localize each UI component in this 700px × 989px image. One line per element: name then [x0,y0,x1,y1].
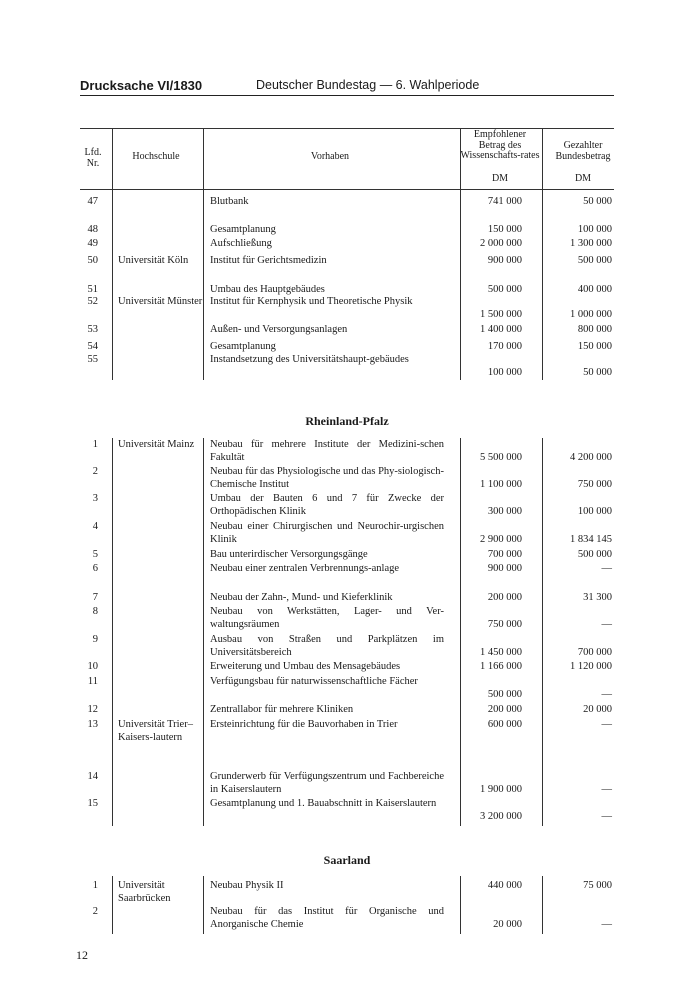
row-number: 49 [87,238,98,249]
gezahlt-value: 4 200 000 [570,451,612,463]
hochschule-cell: Universität Münster [118,296,203,307]
vorhaben-cell: Instandsetzung des Universitätshaupt-gebäudes [210,354,409,365]
gezahlt-value: 20 000 [583,704,612,715]
empfohlen-value: 900 000 [487,563,522,574]
hochschule-cell: Universität Mainz [118,439,195,450]
empfohlen-value: 1 450 000 [480,646,522,658]
col-divider [542,876,543,934]
gezahlt-value: — [601,563,612,574]
page-number: 12 [76,948,88,962]
row-number: 13 [87,719,98,730]
empfohlen-value: 20 000 [493,918,522,930]
row-number: 52 [87,296,98,307]
row-number: 11 [87,676,98,687]
vorhaben-cell: Außen- und Versorgungsanlagen [210,324,348,335]
vorhaben-cell: Bau unterirdischer Versorgungsgänge [210,549,368,560]
gezahlt-value: 400 000 [577,284,612,295]
empfohlen-value: 1 500 000 [480,308,522,320]
row-number: 50 [87,255,98,266]
row-number: 3 [92,493,98,504]
document-source: Deutscher Bundestag — 6. Wahlperiode [256,78,480,92]
vorhaben-cell: Umbau des Hauptgebäudes [210,284,325,295]
section-heading-rheinland-pfalz: Rheinland-Pfalz [305,414,389,428]
empfohlen-value: 741 000 [487,196,522,207]
row-number: 47 [87,196,98,207]
row-number: 15 [87,798,98,809]
col-divider [542,438,543,826]
vorhaben-cell: Neubau Physik II [210,880,284,891]
vorhaben-cell: Neubau von Werkstätten, Lager- und Ver-waltungsräumen [210,606,444,630]
col-divider [460,128,461,380]
vorhaben-cell: Ersteinrichtung für die Bauvorhaben in Trier [210,719,398,730]
hochschule-cell: Universität Saarbrücken [118,880,171,904]
col-divider [112,128,113,380]
vorhaben-cell: Blutbank [210,196,249,207]
vorhaben-cell: Neubau der Zahn-, Mund- und Kieferklinik [210,592,393,603]
col-divider [542,128,543,380]
vorhaben-cell: Aufschließung [210,238,272,249]
row-number: 4 [92,521,98,532]
vorhaben-cell: Neubau für das Institut für Organische und Anorganische Chemie [210,906,444,930]
col-gezahlt-header: Gezahlter Bundesbetrag [555,140,611,162]
col-nr-header: Lfd. Nr. [84,147,102,169]
col-divider [203,876,204,934]
gezahlt-value: 700 000 [577,646,612,658]
empfohlen-value: 170 000 [487,341,522,352]
row-number: 48 [87,224,98,235]
gezahlt-value: — [601,918,612,930]
empfohlen-value: 1 166 000 [480,661,522,672]
gezahlt-value: — [601,688,612,700]
empfohlen-value: 2 900 000 [480,533,522,545]
gezahlt-value: 100 000 [577,505,612,517]
empfohlen-value: 750 000 [487,618,522,630]
gezahlt-value: — [601,810,612,822]
empfohlen-value: 5 500 000 [480,451,522,463]
vorhaben-cell: Neubau für mehrere Institute der Medizini-schen Fakultät [210,439,444,463]
gezahlt-value: 1 300 000 [570,238,612,249]
vorhaben-cell: Neubau für das Physiologische und das Phy-siologisch-Chemische Institut [210,466,444,490]
row-number: 53 [87,324,98,335]
empfohlen-value: 200 000 [487,592,522,603]
hochschule-cell: Universität Köln [118,255,189,266]
col-empfohlen-header: Empfohlener Betrag des Wissenschafts-rates [460,129,540,161]
empfohlen-value: 100 000 [487,366,522,378]
empfohlen-value: 700 000 [487,549,522,560]
gezahlt-value: 500 000 [577,255,612,266]
row-number: 8 [92,606,98,617]
empfohlen-value: 900 000 [487,255,522,266]
empfohlen-value: 500 000 [487,284,522,295]
row-number: 10 [87,661,98,672]
col-empfohlen-unit: DM [491,173,509,184]
gezahlt-value: 75 000 [583,880,612,891]
col-divider [112,438,113,826]
header-rule [80,95,614,96]
table-top-rule [80,128,614,129]
gezahlt-value: 150 000 [577,341,612,352]
gezahlt-value: 31 300 [583,592,612,603]
row-number: 6 [92,563,98,574]
row-number: 1 [92,439,98,450]
col-divider [460,438,461,826]
col-gezahlt-unit: DM [574,173,592,184]
col-divider [112,876,113,934]
gezahlt-value: 50 000 [583,196,612,207]
gezahlt-value: — [601,618,612,630]
gezahlt-value: — [601,719,612,730]
empfohlen-value: 1 100 000 [480,478,522,490]
hochschule-cell: Universität Trier– Kaisers-lautern [118,719,193,743]
col-divider [203,438,204,826]
vorhaben-cell: Grunderwerb für Verfügungszentrum und Fachbereiche in Kaiserslautern [210,771,444,795]
vorhaben-cell: Verfügungsbau für naturwissenschaftliche Fächer [210,676,418,687]
gezahlt-value: — [601,783,612,795]
empfohlen-value: 1 400 000 [480,324,522,335]
vorhaben-cell: Institut für Kernphysik und Theoretische Physik [210,296,413,307]
empfohlen-value: 200 000 [487,704,522,715]
row-number: 51 [87,284,98,295]
vorhaben-cell: Institut für Gerichtsmedizin [210,255,327,266]
empfohlen-value: 3 200 000 [480,810,522,822]
col-divider [460,876,461,934]
table-header-rule [80,189,614,190]
gezahlt-value: 1 120 000 [570,661,612,672]
document-number: Drucksache VI/1830 [80,78,203,93]
empfohlen-value: 600 000 [487,719,522,730]
gezahlt-value: 100 000 [577,224,612,235]
vorhaben-cell: Erweiterung und Umbau des Mensagebäudes [210,661,401,672]
gezahlt-value: 800 000 [577,324,612,335]
row-number: 2 [92,466,98,477]
empfohlen-value: 2 000 000 [480,238,522,249]
gezahlt-value: 500 000 [577,549,612,560]
vorhaben-cell: Neubau einer Chirurgischen und Neurochir-urgischen Klinik [210,521,444,545]
vorhaben-cell: Zentrallabor für mehrere Kliniken [210,704,354,715]
gezahlt-value: 50 000 [583,366,612,378]
row-number: 2 [92,906,98,917]
row-number: 1 [92,880,98,891]
row-number: 9 [92,634,98,645]
gezahlt-value: 750 000 [577,478,612,490]
empfohlen-value: 440 000 [487,880,522,891]
vorhaben-cell: Gesamtplanung und 1. Bauabschnitt in Kaiserslautern [210,798,437,809]
vorhaben-cell: Gesamtplanung [210,224,276,235]
row-number: 5 [92,549,98,560]
row-number: 12 [87,704,98,715]
row-number: 54 [87,341,98,352]
gezahlt-value: 1 000 000 [570,308,612,320]
section-heading-saarland: Saarland [323,853,371,867]
row-number: 55 [87,354,98,365]
empfohlen-value: 1 900 000 [480,783,522,795]
col-divider [203,128,204,380]
col-vorhaben-header: Vorhaben [310,151,350,162]
row-number: 14 [87,771,98,782]
col-hochschule-header: Hochschule [132,151,180,162]
vorhaben-cell: Neubau einer zentralen Verbrennungs-anlage [210,563,400,574]
vorhaben-cell: Gesamtplanung [210,341,276,352]
gezahlt-value: 1 834 145 [570,533,612,545]
empfohlen-value: 300 000 [487,505,522,517]
empfohlen-value: 500 000 [487,688,522,700]
row-number: 7 [92,592,98,603]
vorhaben-cell: Ausbau von Straßen und Parkplätzen im Universitätsbereich [210,634,444,658]
empfohlen-value: 150 000 [487,224,522,235]
vorhaben-cell: Umbau der Bauten 6 und 7 für Zwecke der Orthopädischen Klinik [210,493,444,517]
